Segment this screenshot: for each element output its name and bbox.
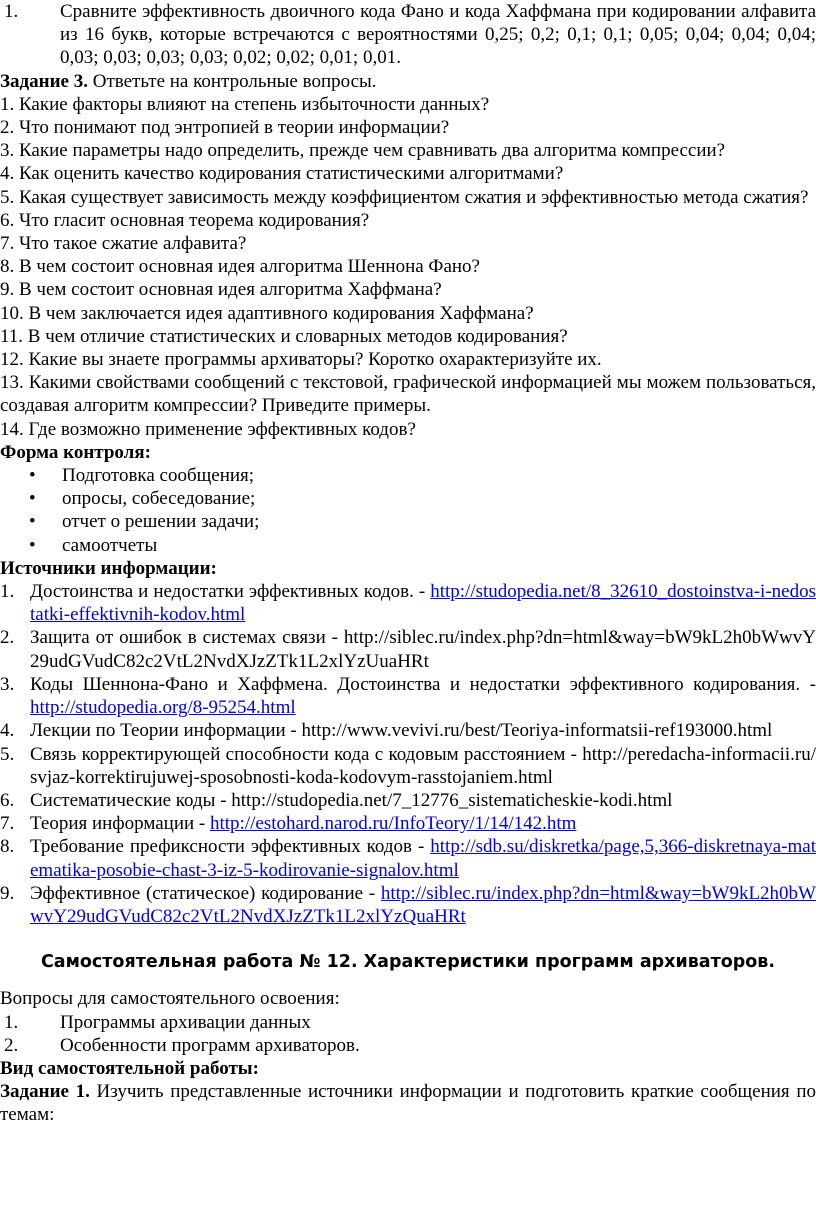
list-text: Сравните эффективность двоичного кода Фано и кода Хаффмана при кодировании алфавита из 16 букв, которые встречаются с вероятностями 0,25; 0,2; 0,1; 0,1; 0,05; 0,04; 0,04; 0,04; 0,03; 0,03; 0,03; 0,03; 0,02; 0,02; 0,01; 0,01. [60,1,816,69]
source-number: 3. [0,673,15,695]
source-text [30,743,816,789]
sources-heading-text: Источники информации: [0,557,217,579]
source-text [30,719,816,742]
bullet-text: Подготовка сообщения; [62,465,255,487]
task3-heading [0,70,816,93]
source-title: Систематические коды - [30,789,232,811]
question: 13. Какими свойствами сообщений с текстовой, графической информацией мы можем пользоваться, создавая алгоритм компрессии? Приведите примеры. [0,372,816,417]
bullet-text: самоотчеты [62,534,158,556]
question: 6. Что гласит основная теорема кодирования? [0,209,370,231]
work-heading-text: Вид самостоятельной работы: [0,1057,259,1079]
source-number: 2. [0,627,15,649]
question: 9. В чем состоит основная идея алгоритма Хаффмана? [0,279,442,301]
source-item [0,626,816,672]
source-text [30,580,816,626]
source-link[interactable]: http://studopedia.net/8_32610_dostoinstva-i-nedostatki-effektivnih-kodov.html [30,581,816,626]
source-title: Коды Шеннона-Фано и Хаффмена. Достоинства и недостатки эффективного кодирования. - [30,673,816,695]
source-title: Связь корректирующей способности кода с кодовым расстоянием - [30,743,583,765]
source-title: Эффективное (статическое) кодирование - [30,882,381,904]
bullet-icon: • [29,465,36,487]
task1-text: Изучить представленные источники информации и подготовить краткие сообщения по темам: [0,1081,816,1126]
source-number: 6. [0,789,15,811]
source-text [30,835,816,881]
task3-label: Задание 3. [0,70,88,92]
source-item [0,743,816,789]
list-number: 2. [4,1034,19,1056]
section-title: Самостоятельная работа № 12. Характеристики программ архиваторов. [40,952,776,973]
source-link[interactable]: http://estohard.narod.ru/InfoTeory/1/14/142.htm [210,813,577,835]
list-item [0,1034,816,1057]
bullet-icon: • [29,511,36,533]
question: 3. Какие параметры надо определить, прежде чем сравнивать два алгоритма компрессии? [0,140,726,162]
bullet-item [0,464,816,487]
task1-label: Задание 1. [0,1081,90,1103]
bullet-icon: • [29,488,36,510]
source-item [0,882,816,928]
question: 14. Где возможно применение эффективных кодов? [0,418,416,440]
sources-heading [0,557,816,580]
source-number: 8. [0,836,15,858]
source-link[interactable]: http://siblec.ru/index.php?dn=html&way=bW9kL2h0bWwvY29udGVudC82c2VtL2NvdXJzZTk1L2xlYzQuaHRt [30,882,816,927]
source-url: http://siblec.ru/index.php?dn=html&way=bW9kL2h0bWwvY29udGVudC82c2VtL2NvdXJzZTk1L2xlYzUuaHRt [30,627,816,672]
source-number: 9. [0,882,15,904]
list-number: 1. [4,1,19,22]
question: 8. В чем состоит основная идея алгоритма Шеннона Фано? [0,256,480,278]
source-item [0,719,816,742]
source-url: http://peredacha-informacii.ru/svjaz-korrektirujuwej-sposobnosti-koda-kodovym-rasstojaniem.html [30,743,816,788]
bullet-item [0,534,816,557]
source-title: Теория информации - [30,813,210,835]
source-item [0,812,816,835]
task1-paragraph [0,1080,816,1126]
work-heading [0,1057,816,1080]
bullet-text: отчет о решении задачи; [62,511,260,533]
question: 12. Какие вы знаете программы архиваторы? Коротко охарактеризуйте их. [0,349,602,371]
control-heading-text: Форма контроля: [0,441,151,463]
source-item [0,835,816,881]
question: 7. Что такое сжатие алфавита? [0,233,247,255]
source-item [0,580,816,626]
task3-text: Ответьте на контрольные вопросы. [87,70,377,92]
source-number: 5. [0,743,15,765]
question: 4. Как оценить качество кодирования статистическими алгоритмами? [0,163,564,185]
section-intro: Вопросы для самостоятельного освоения: [0,988,340,1010]
source-text [30,812,816,835]
question: 11. В чем отличие статистических и словарных методов кодирования? [0,325,568,347]
source-text [30,673,816,719]
list-number: 1. [4,1011,19,1033]
source-number: 7. [0,813,15,835]
source-item [0,673,816,719]
source-number: 1. [0,581,15,603]
question: 2. Что понимают под энтропией в теории информации? [0,117,450,139]
control-heading [0,441,816,464]
source-text [30,626,816,672]
source-text [30,882,816,928]
question: 5. Какая существует зависимость между коэффициентом сжатия и эффективностью метода сжатия? [0,186,809,208]
bullet-item [0,487,816,510]
bullet-item [0,510,816,533]
bullet-text: опросы, собеседование; [62,488,256,510]
source-number: 4. [0,720,15,742]
source-title: Достоинства и недостатки эффективных кодов. - [30,581,431,603]
source-title: Лекции по Теории информации - [30,720,302,742]
source-url: http://studopedia.net/7_12776_sistematicheskie-kodi.html [231,789,673,811]
list-item [0,1011,816,1034]
source-text [30,789,816,812]
question: 10. В чем заключается идея адаптивного кодирования Хаффмана? [0,302,534,324]
task-list-item [0,0,816,70]
question: 1. Какие факторы влияют на степень избыточности данных? [0,93,490,115]
source-link[interactable]: http://studopedia.org/8-95254.html [30,697,296,719]
bullet-icon: • [29,534,36,556]
list-text: Программы архивации данных [60,1011,311,1033]
source-item [0,789,816,812]
source-url: http://www.vevivi.ru/best/Teoriya-informatsii-ref193000.html [301,720,773,742]
source-link[interactable]: http://sdb.su/diskretka/page,5,366-diskretnaya-matematika-posobie-chast-3-iz-5-kodirovanie-signalov.html [30,836,816,881]
source-title: Требование префиксности эффективных кодов - [30,836,431,858]
source-title: Защита от ошибок в системах связи - [30,627,344,649]
list-text: Особенности программ архиваторов. [60,1034,360,1056]
